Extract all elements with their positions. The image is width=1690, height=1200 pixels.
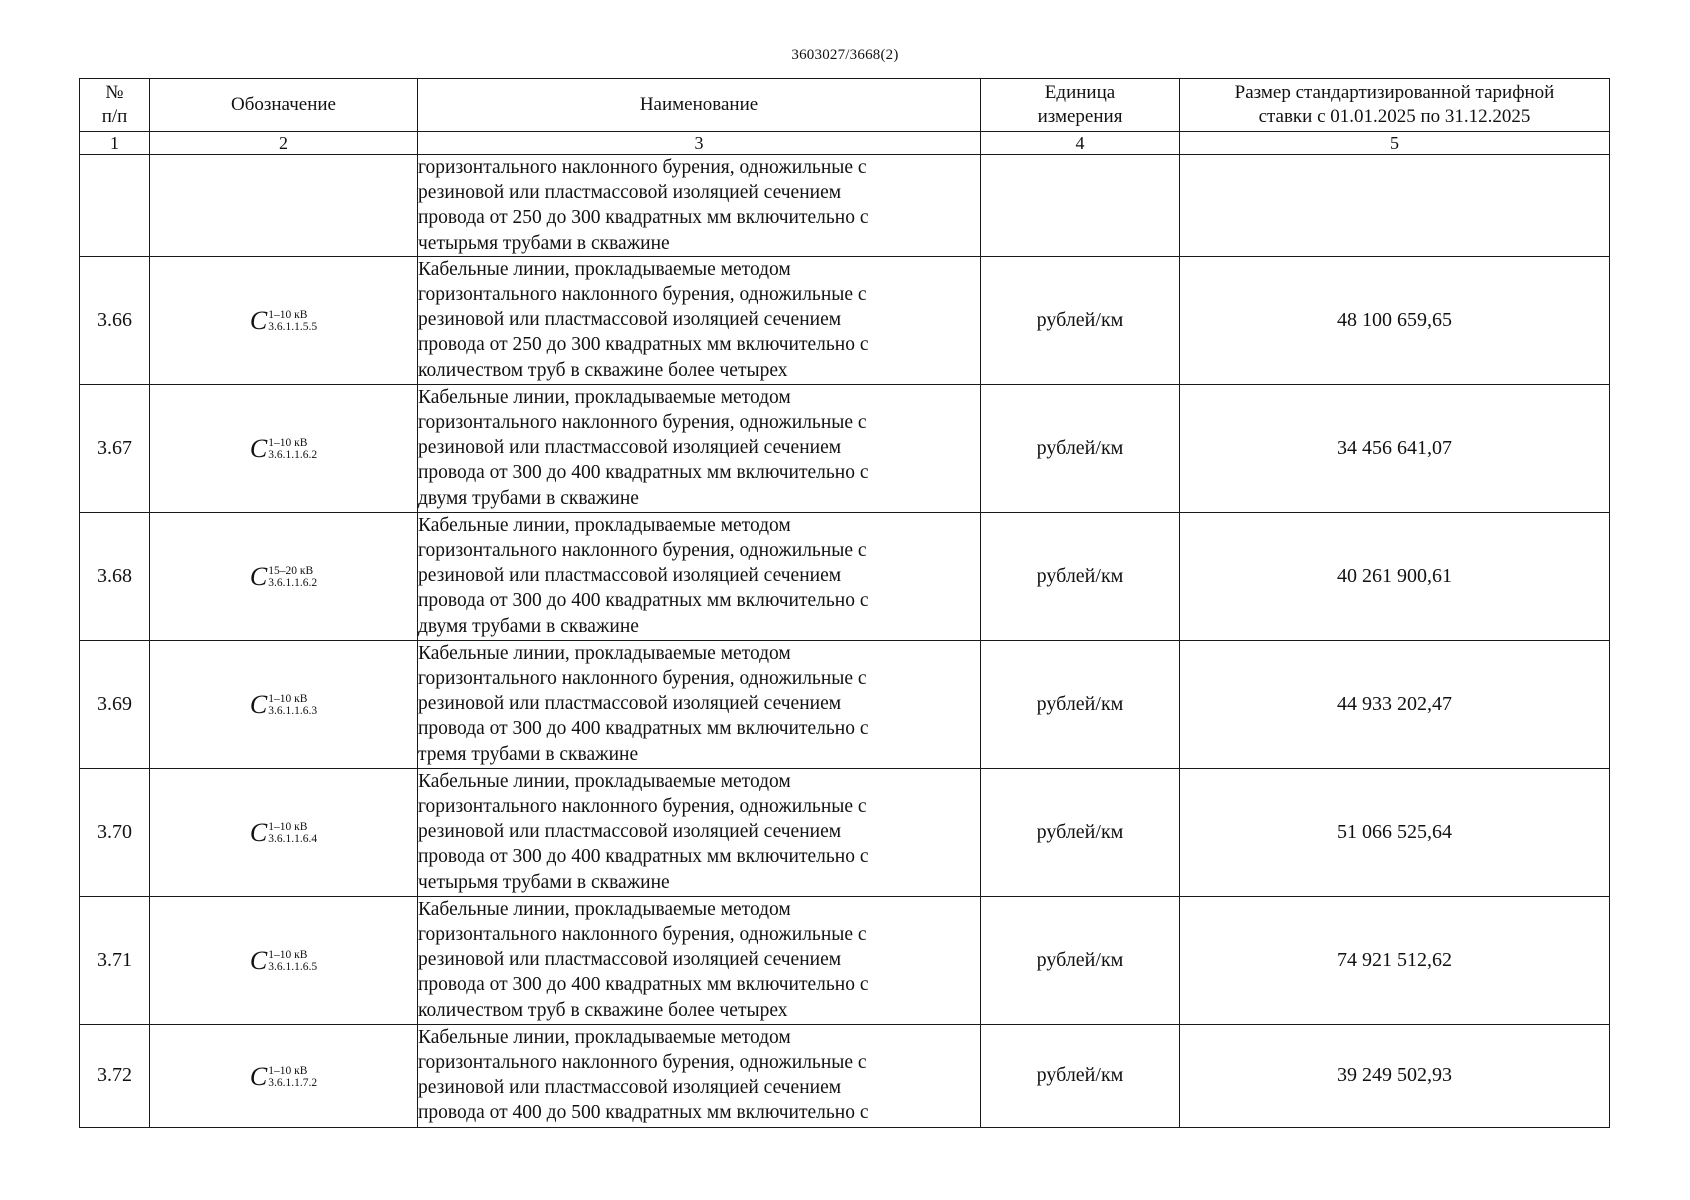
symbol-scripts [268,309,317,333]
header-row [80,79,1610,132]
document-number: 3603027/3668(2) [791,47,899,63]
row-rate: 39 249 502,93 [1180,1024,1610,1127]
header-symbol: Обозначение [150,79,418,132]
row-symbol [150,896,418,1024]
row-rate: 40 261 900,61 [1180,512,1610,640]
row-number: 3.67 [80,384,150,512]
table-row [80,384,1610,512]
header-num: № п/п [80,79,150,132]
row-rate: 34 456 641,07 [1180,384,1610,512]
header-name: Наименование [418,79,981,132]
symbol-base: C [249,434,268,464]
table-row-continuation [80,155,1610,257]
row-name: горизонтального наклонного бурения, одножильные с резиновой или пластмассовой изоляцией сечением провода от 250 до 300 квадратных мм включительно с четырьмя трубами в скважине [418,155,981,257]
row-symbol [150,640,418,768]
row-rate: 44 933 202,47 [1180,640,1610,768]
symbol-subscript: 3.6.1.1.6.5 [268,961,318,974]
row-unit: рублей/км [981,512,1180,640]
symbol-superscript: 1–10 кВ [268,693,308,706]
table-row [80,768,1610,896]
header-rate: Размер стандартизированной тарифной ставки с 01.01.2025 по 31.12.2025 [1180,79,1610,132]
row-symbol [150,256,418,384]
row-symbol [150,384,418,512]
row-symbol [150,1024,418,1127]
tariff-symbol [250,944,317,976]
row-number: 3.69 [80,640,150,768]
row-name: Кабельные линии, прокладываемые методом горизонтального наклонного бурения, одножильные с резиновой или пластмассовой изоляцией сечением провода от 300 до 400 квадратных мм включительно с двумя трубами в скважине [418,512,981,640]
symbol-superscript: 15–20 кВ [268,565,314,578]
symbol-scripts [268,1065,317,1089]
symbol-scripts [268,949,317,973]
row-name: Кабельные линии, прокладываемые методом горизонтального наклонного бурения, одножильные с резиновой или пластмассовой изоляцией сечением провода от 300 до 400 квадратных мм включительно с двумя трубами в скважине [418,384,981,512]
symbol-subscript: 3.6.1.1.6.4 [268,833,318,846]
table-row [80,1024,1610,1127]
tariff-symbol [250,560,317,592]
column-index: 5 [1180,132,1610,155]
row-unit: рублей/км [981,768,1180,896]
tariff-symbol [250,304,317,336]
column-index: 3 [418,132,981,155]
tariff-symbol [250,1060,317,1092]
row-unit: рублей/км [981,1024,1180,1127]
row-symbol [150,768,418,896]
column-index-row [80,132,1610,155]
symbol-superscript: 1–10 кВ [268,821,308,834]
row-unit: рублей/км [981,640,1180,768]
row-number: 3.70 [80,768,150,896]
symbol-subscript: 3.6.1.1.6.2 [268,577,318,590]
table-row [80,896,1610,1024]
symbol-subscript: 3.6.1.1.7.2 [268,1076,318,1089]
symbol-base: C [249,818,268,848]
symbol-scripts [268,821,317,845]
symbol-base: C [249,562,268,592]
symbol-base: C [249,1061,268,1091]
symbol-scripts [268,565,317,589]
row-name: Кабельные линии, прокладываемые методом горизонтального наклонного бурения, одножильные с резиновой или пластмассовой изоляцией сечением провода от 400 до 500 квадратных мм включительно с [418,1024,981,1127]
row-name: Кабельные линии, прокладываемые методом горизонтального наклонного бурения, одножильные с резиновой или пластмассовой изоляцией сечением провода от 300 до 400 квадратных мм включительно с количеством труб в скважине более четырех [418,896,981,1024]
row-number: 3.72 [80,1024,150,1127]
symbol-superscript: 1–10 кВ [268,309,308,322]
row-symbol [150,155,418,257]
table-row [80,512,1610,640]
row-unit: рублей/км [981,256,1180,384]
symbol-subscript: 3.6.1.1.6.2 [268,449,318,462]
row-name: Кабельные линии, прокладываемые методом горизонтального наклонного бурения, одножильные с резиновой или пластмассовой изоляцией сечением провода от 300 до 400 квадратных мм включительно с тремя трубами в скважине [418,640,981,768]
row-number [80,155,150,257]
row-unit [981,155,1180,257]
column-index: 1 [80,132,150,155]
symbol-superscript: 1–10 кВ [268,437,308,450]
symbol-base: C [249,946,268,976]
symbol-base: C [249,306,268,336]
row-unit: рублей/км [981,896,1180,1024]
tariff-symbol [250,816,317,848]
symbol-subscript: 3.6.1.1.5.5 [268,321,318,334]
row-rate: 74 921 512,62 [1180,896,1610,1024]
row-number: 3.71 [80,896,150,1024]
row-symbol [150,512,418,640]
tariff-symbol [250,688,317,720]
row-number: 3.68 [80,512,150,640]
symbol-scripts [268,437,317,461]
column-index: 4 [981,132,1180,155]
symbol-superscript: 1–10 кВ [268,1064,308,1077]
header-unit: Единица измерения [981,79,1180,132]
symbol-scripts [268,693,317,717]
row-unit: рублей/км [981,384,1180,512]
symbol-subscript: 3.6.1.1.6.3 [268,705,318,718]
row-name: Кабельные линии, прокладываемые методом горизонтального наклонного бурения, одножильные с резиновой или пластмассовой изоляцией сечением провода от 300 до 400 квадратных мм включительно с четырьмя трубами в скважине [418,768,981,896]
row-rate: 51 066 525,64 [1180,768,1610,896]
row-rate: 48 100 659,65 [1180,256,1610,384]
table-row [80,256,1610,384]
row-name: Кабельные линии, прокладываемые методом горизонтального наклонного бурения, одножильные с резиновой или пластмассовой изоляцией сечением провода от 250 до 300 квадратных мм включительно с количеством труб в скважине более четырех [418,256,981,384]
column-index: 2 [150,132,418,155]
tariff-table [79,78,1610,1128]
row-rate [1180,155,1610,257]
symbol-base: C [249,690,268,720]
row-number: 3.66 [80,256,150,384]
tariff-symbol [250,432,317,464]
table-row [80,640,1610,768]
symbol-superscript: 1–10 кВ [268,949,308,962]
